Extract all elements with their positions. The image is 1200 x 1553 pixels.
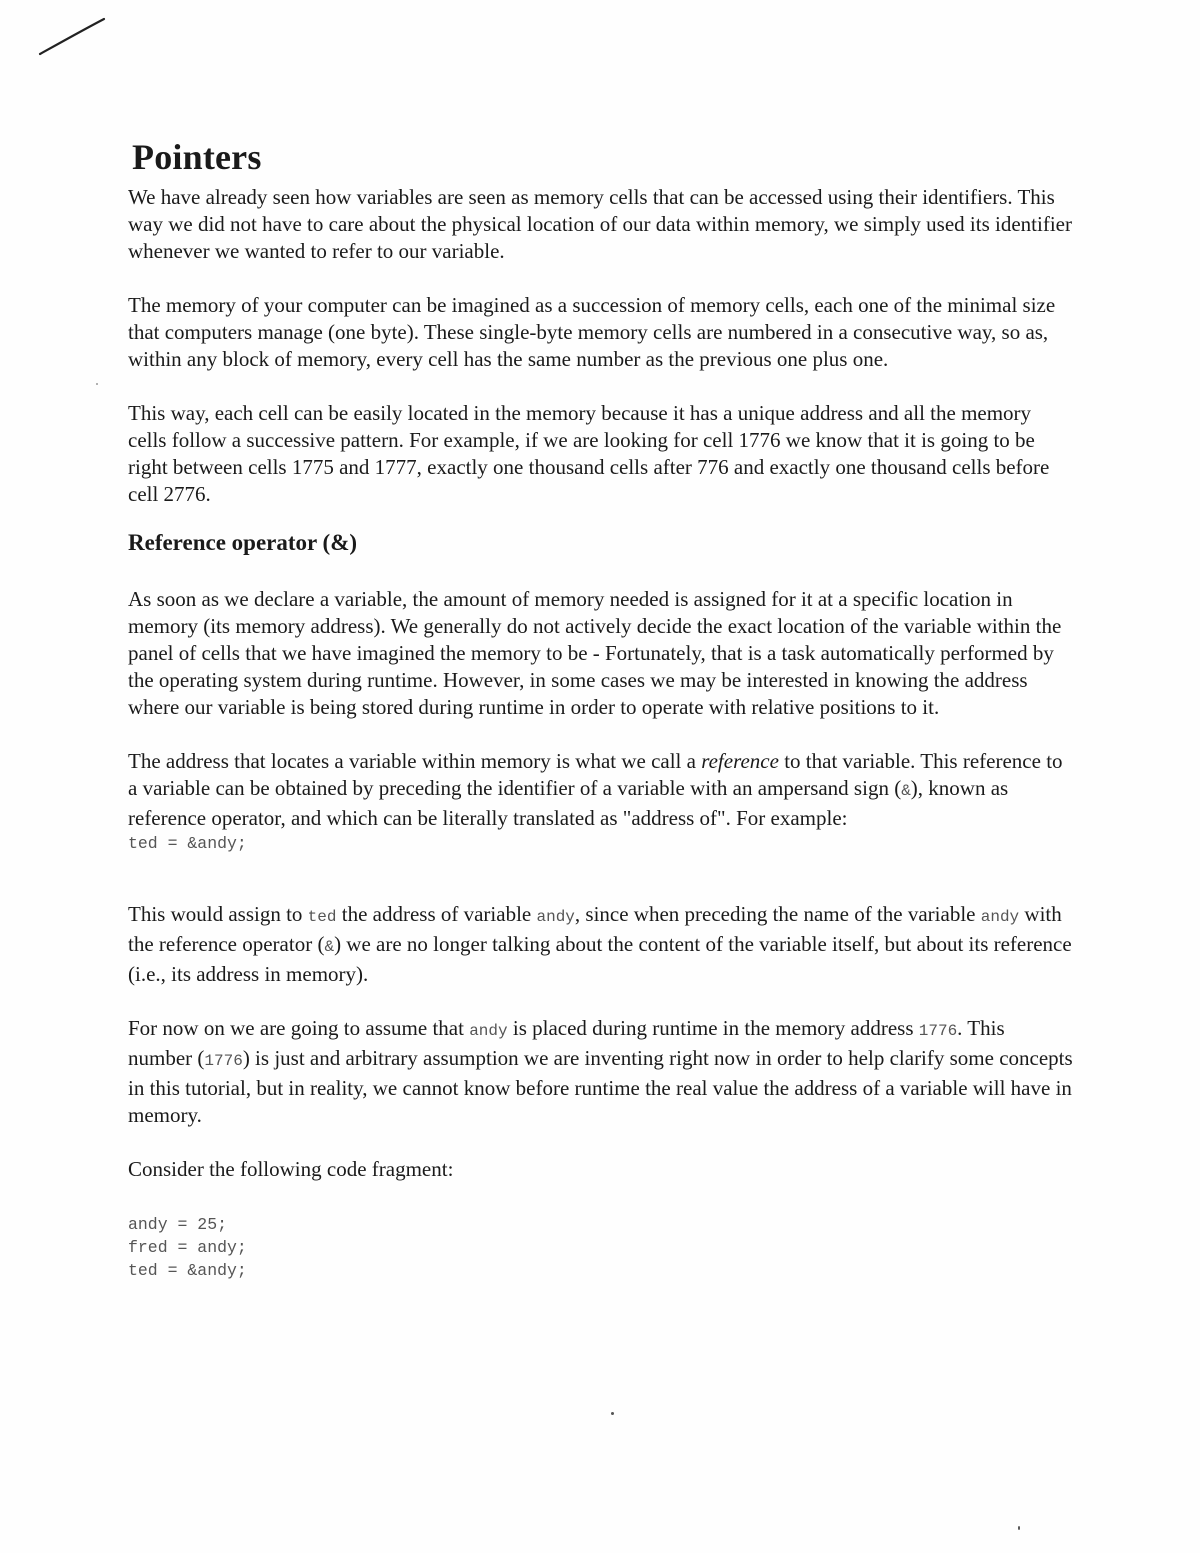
scan-speck	[1018, 1526, 1020, 1530]
inline-code-ted: ted	[307, 908, 337, 926]
page-title: Pointers	[132, 137, 262, 177]
intro-paragraph-3: This way, each cell can be easily located in the memory because it has a unique address and all the memory cells follow a successive pattern. For example, if we are looking for cell 1776 we know that it is going to be right between cells 1775 and 1777, exactly one thousand cells after 776 and exactly one thousand cells before cell 2776.	[128, 401, 1050, 506]
section-paragraph-4: For now on we are going to assume that andy is placed during runtime in the memory address 1776. This number (1776) is just and arbitrary assumption we are inventing right now in order to help clarify some concepts in this tutorial, but in reality, we cannot know before runtime the real value the address of a variable will have in memory.	[128, 1016, 1073, 1127]
code-example-1: ted = &andy;	[128, 834, 247, 853]
code-line: ted = &andy;	[128, 1261, 247, 1280]
scan-speck	[96, 383, 98, 385]
intro-paragraph-1: We have already seen how variables are seen as memory cells that can be accessed using their identifiers. This way we did not have to care about the physical location of our data within memory, we simply used its identifier whenever we wanted to refer to our variable.	[128, 185, 1072, 263]
emphasis-reference: reference	[701, 749, 779, 773]
code-fragment	[128, 1213, 1073, 1282]
document-content	[128, 128, 1073, 1282]
scan-speck	[611, 1412, 614, 1415]
inline-code-address: 1776	[918, 1022, 958, 1040]
code-line: andy = 25;	[128, 1215, 228, 1234]
inline-code-andy: andy	[536, 908, 575, 926]
section-paragraph-2: The address that locates a variable within memory is what we call a reference to that variable. This reference to a variable can be obtained by preceding the identifier of a variable with an ampersand sign (&), known as reference operator, and which can be literally translated as "address of". For example:	[128, 749, 1063, 830]
inline-code-andy: andy	[469, 1022, 508, 1040]
section-paragraph-5: Consider the following code fragment:	[128, 1157, 454, 1181]
pen-stroke-mark	[38, 16, 108, 60]
inline-code-andy: andy	[980, 908, 1020, 926]
intro-paragraph-2: The memory of your computer can be imagined as a succession of memory cells, each one of the minimal size that computers manage (one byte). These single-byte memory cells are numbered in a consecutive way, so as, within any block of memory, every cell has the same number as the previous one plus one.	[128, 293, 1056, 371]
section-paragraph-3: This would assign to ted the address of variable andy, since when preceding the name of the variable andy with the reference operator (&) we are no longer talking about the content of the variable itself, but about its reference (i.e., its address in memory).	[128, 902, 1072, 986]
inline-code-ampersand: &	[901, 782, 911, 800]
section-paragraph-1: As soon as we declare a variable, the amount of memory needed is assigned for it at a specific location in memory (its memory address). We generally do not actively decide the exact location of the variable within the panel of cells that we have imagined the memory to be - Fortunately, that is a task automatically performed by the operating system during runtime. However, in some cases we may be interested in knowing the address where our variable is being stored during runtime in order to operate with relative positions to it.	[128, 587, 1062, 719]
code-line: fred = andy;	[128, 1238, 247, 1257]
inline-code-ampersand: &	[324, 938, 335, 956]
section-heading: Reference operator (&)	[128, 530, 358, 555]
inline-code-address: 1776	[204, 1052, 243, 1070]
